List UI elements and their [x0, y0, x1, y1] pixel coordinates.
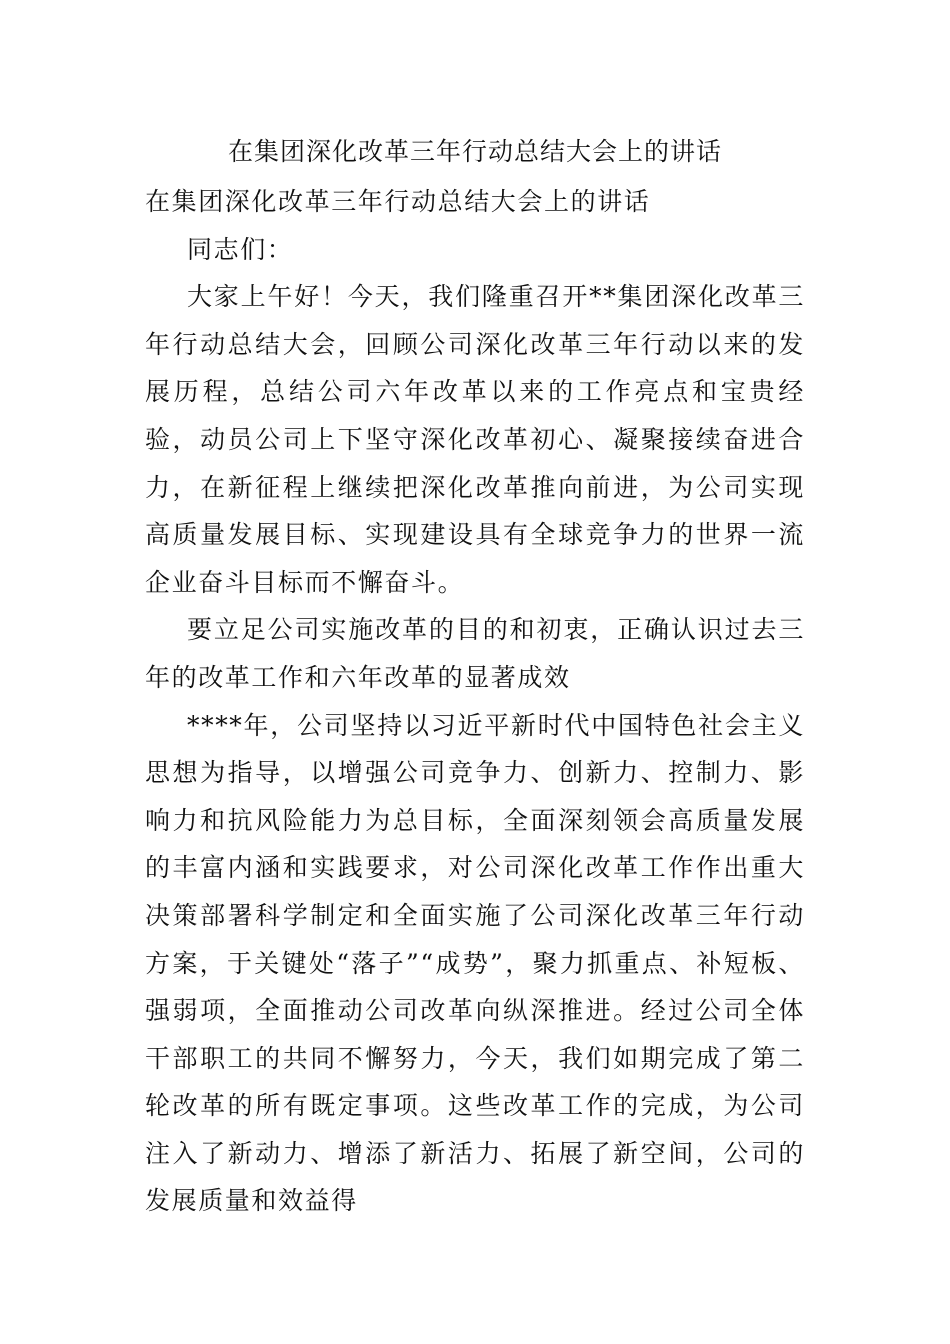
- document-title: 在集团深化改革三年行动总结大会上的讲话: [227, 137, 722, 166]
- subtitle-paragraph: 在集团深化改革三年行动总结大会上的讲话: [145, 187, 651, 216]
- body-paragraph: ****年，公司坚持以习近平新时代中国特色社会主义思想为指导，以增强公司竞争力、创新力、控制力、影响力和抗风险能力为总目标，全面深刻领会高质量发展的丰富内涵和实践要求，对公司深化改革工作作出重大决策部署科学制定和全面实施了公司深化改革三年行动方案，于关键处“落子”“成势”，聚力抓重点、补短板、强弱项，全面推动公司改革向纵深推进。经过公司全体干部职工的共同不懈努力，今天，我们如期完成了第二轮改革的所有既定事项。这些改革工作的完成，为公司注入了新动力、增添了新活力、拓展了新空间，公司的发展质量和效益得: [145, 710, 805, 1216]
- opening-paragraph: 大家上午好！今天，我们隆重召开**集团深化改革三年行动总结大会，回顾公司深化改革三年行动以来的发展历程，总结公司六年改革以来的工作亮点和宝贵经验，动员公司上下坚守深化改革初心、凝聚接续奋进合力，在新征程上继续把深化改革推向前进，为公司实现高质量发展目标、实现建设具有全球竞争力的世界一流企业奋斗目标而不懈奋斗。: [145, 282, 805, 597]
- salutation-paragraph: 同志们：: [187, 234, 294, 264]
- document-body: [145, 178, 805, 1225]
- section-heading-paragraph: 要立足公司实施改革的目的和初衷，正确认识过去三年的改革工作和六年改革的显著成效: [145, 615, 805, 692]
